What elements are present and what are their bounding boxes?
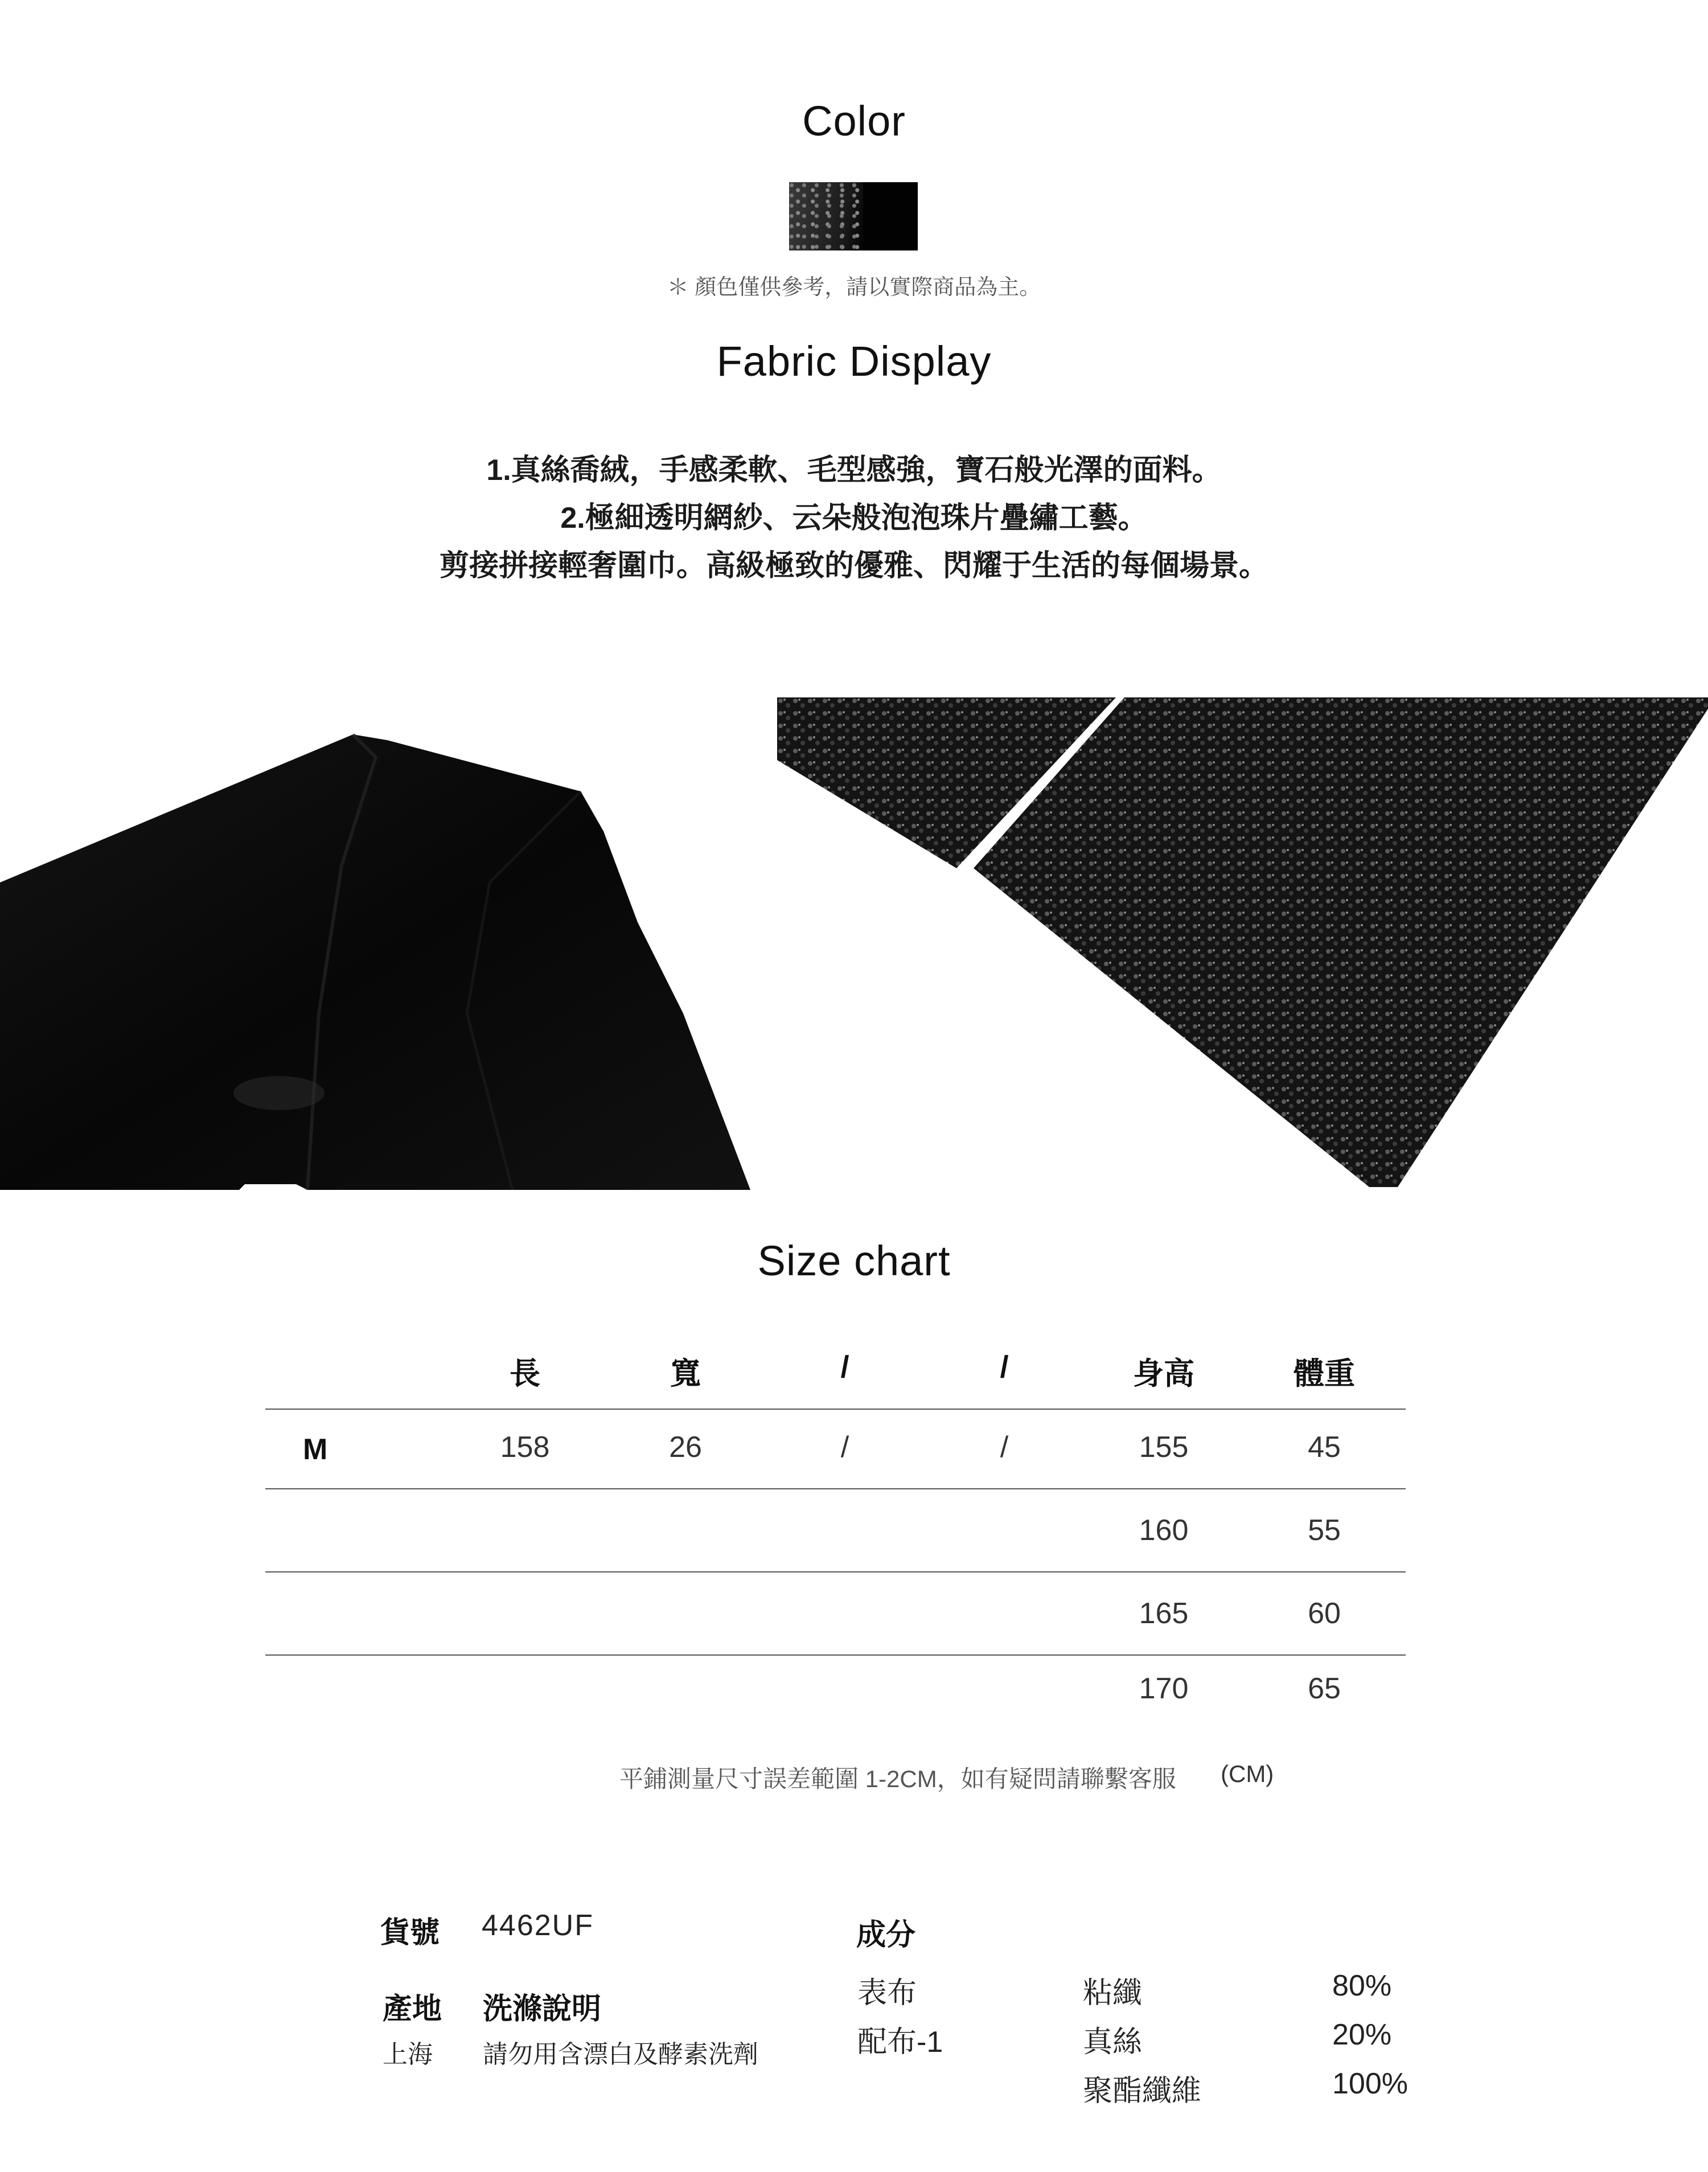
fabric-line-3: 剪接拼接輕奢圍巾。高級極致的優雅、閃耀于生活的每個場景。 (439, 549, 1268, 582)
composition-material: 粘纖 (1083, 1977, 1143, 2010)
table-rule (265, 1654, 1406, 1656)
composition-part: 配布-1 (857, 2026, 943, 2059)
table-rule (265, 1409, 1406, 1410)
composition-percent: 100% (1332, 2067, 1408, 2100)
header-slash-2: / (1000, 1350, 1009, 1384)
header-width: 寬 (670, 1357, 701, 1391)
table-rule (265, 1571, 1406, 1572)
composition-material: 聚酯纖維 (1083, 2075, 1202, 2108)
header-height: 身高 (1133, 1357, 1194, 1391)
cell-length: 158 (500, 1431, 550, 1464)
composition-percent: 80% (1332, 1969, 1392, 2002)
row-size-m: M (303, 1433, 328, 1466)
composition-label: 成分 (856, 1919, 916, 1952)
size-chart-title: Size chart (757, 1237, 951, 1284)
color-note: ＊ 顏色僅供參考，請以實際商品為主。 (667, 276, 1041, 299)
cell-height: 165 (1139, 1597, 1189, 1630)
origin-label: 產地 (383, 1993, 442, 2026)
header-weight: 體重 (1294, 1357, 1355, 1391)
header-slash-1: / (840, 1350, 849, 1384)
item-no-label: 貨號 (380, 1916, 440, 1949)
cell-weight: 45 (1308, 1431, 1341, 1464)
velvet-fabric-image (0, 695, 752, 1190)
item-no-value: 4462UF (482, 1909, 594, 1942)
wash-value: 請勿用含漂白及酵素洗劑 (483, 2040, 758, 2068)
wash-label: 洗滌說明 (483, 1993, 602, 2026)
cell-width: 26 (669, 1431, 702, 1464)
color-swatch-black[interactable] (789, 182, 918, 251)
fabric-line-1: 1.真絲喬絨，手感柔軟、毛型感強，寶石般光澤的面料。 (486, 454, 1222, 487)
composition-material: 真絲 (1083, 2026, 1143, 2059)
composition-part: 表布 (857, 1977, 917, 2010)
composition-percent: 20% (1332, 2018, 1392, 2051)
size-footnote: 平鋪測量尺寸誤差範圍 1-2CM，如有疑問請聯繫客服 (619, 1765, 1176, 1792)
cell-slash-2: / (1000, 1431, 1009, 1464)
fabric-description (0, 446, 1708, 590)
color-title: Color (802, 97, 906, 145)
cell-weight: 60 (1308, 1597, 1341, 1630)
cell-weight: 65 (1308, 1672, 1341, 1705)
origin-value: 上海 (383, 2040, 433, 2068)
cell-weight: 55 (1308, 1514, 1341, 1547)
fabric-title: Fabric Display (716, 338, 992, 385)
table-rule (265, 1488, 1406, 1489)
cell-height: 155 (1139, 1431, 1189, 1464)
sequin-fabric-image (777, 697, 1708, 1187)
cell-height: 160 (1139, 1514, 1189, 1547)
cell-height: 170 (1139, 1672, 1189, 1705)
fabric-line-2: 2.極細透明網紗、云朵般泡泡珠片疊繡工藝。 (560, 502, 1148, 535)
header-length: 長 (510, 1357, 540, 1391)
cell-slash-1: / (840, 1431, 849, 1464)
size-unit: (CM) (1221, 1760, 1274, 1787)
